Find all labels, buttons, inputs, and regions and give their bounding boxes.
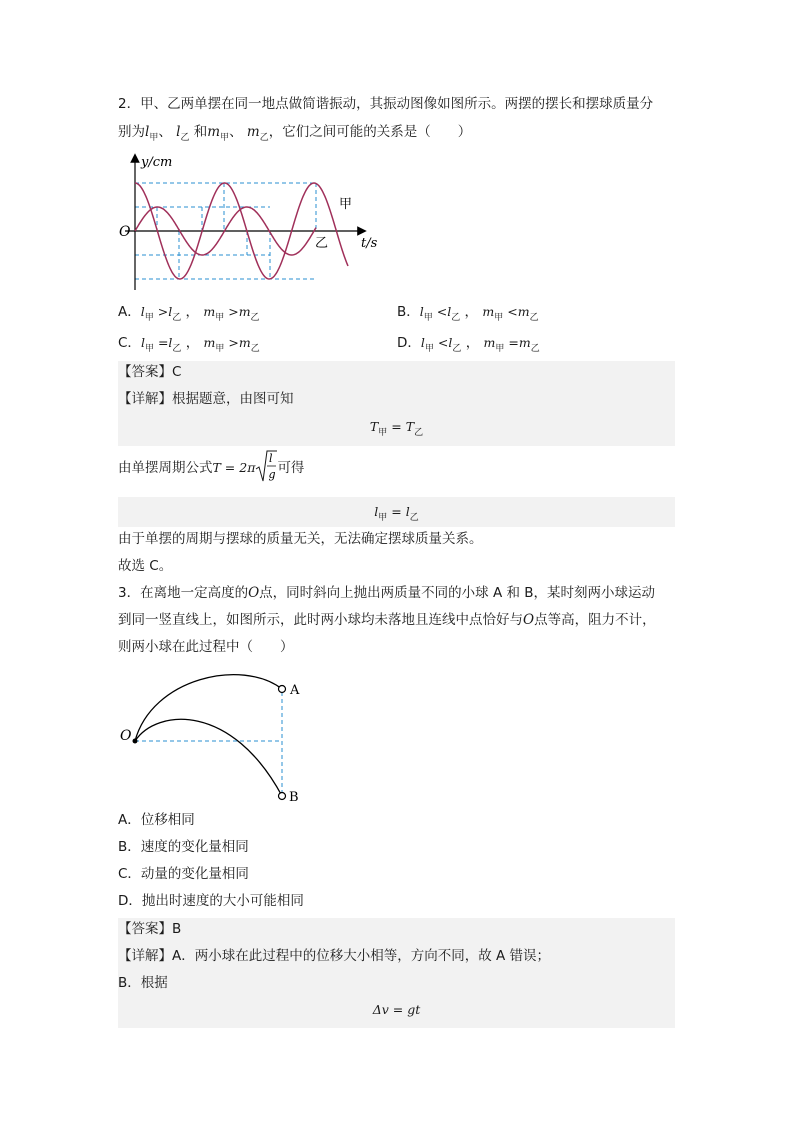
trajectory-b xyxy=(135,719,282,796)
sqrt-fraction xyxy=(255,452,277,481)
label-jia: 甲 xyxy=(339,197,353,212)
trajectory-a xyxy=(135,675,282,741)
q3-stem-line2: 到同一竖直线上，如图所示，此时两小球均未落地且连线中点恰好与O点等高，阻力不计， xyxy=(118,612,656,628)
q3-b-line: B．根据 xyxy=(118,975,168,991)
ball-a-label: A xyxy=(290,683,300,698)
projectile-figure xyxy=(112,668,312,808)
origin-label: O xyxy=(120,728,132,744)
ball-a xyxy=(279,686,286,693)
q2-option-c[interactable]: C．$l_甲 =l_乙$ ， $m_甲 >m_乙$ xyxy=(118,335,260,354)
q3-option-b[interactable]: B．速度的变化量相同 xyxy=(118,839,249,855)
q2-detail: 【详解】根据题意，由图可知 xyxy=(118,391,294,407)
q2-choose: 故选 C。 xyxy=(118,558,173,574)
q2-period-formula-line: 由单摆周期公式T = 2π l g 可得 xyxy=(118,452,305,481)
q3-answer: 【答案】B xyxy=(118,921,182,937)
q3-stem-line3: 则两小球在此过程中（ ） xyxy=(118,639,294,655)
ball-b xyxy=(279,793,286,800)
origin-label: O xyxy=(119,224,131,240)
q3-stem-line1: 3．在离地一定高度的O点，同时斜向上抛出两质量不同的小球 A 和 B，某时刻两小球运动 xyxy=(118,585,656,601)
q3-option-c[interactable]: C．动量的变化量相同 xyxy=(118,866,249,882)
q2-conclusion: 由于单摆的周期与摆球的质量无关，无法确定摆球质量关系。 xyxy=(118,531,483,547)
oscillation-graph xyxy=(110,150,380,295)
q2-stem-line1: 2．甲、乙两单摆在同一地点做简谐振动，其振动图像如图所示。两摆的摆长和摆球质量分 xyxy=(118,96,654,112)
q2-option-d[interactable]: D．$l_甲 <l_乙$ ， $m_甲 =m_乙$ xyxy=(397,335,540,354)
x-axis-label: t/s xyxy=(361,236,378,251)
q2-option-a[interactable]: A．$l_甲 >l_乙$ ， $m_甲 >m_乙$ xyxy=(118,304,260,323)
q2-stem-line2: 别为$l_甲$、 $l_乙$ 和$m_甲$、 $m_乙$，它们之间可能的关系是（ ） xyxy=(118,124,472,143)
ball-b-label: B xyxy=(289,790,299,805)
q3-detail: 【详解】A．两小球在此过程中的位移大小相等，方向不同，故 A 错误； xyxy=(118,948,551,964)
q3-option-d[interactable]: D．抛出时速度的大小可能相同 xyxy=(118,893,304,909)
launch-point xyxy=(133,739,138,744)
q2-formula-length-equal: $l_甲 = l_乙$ xyxy=(374,504,419,523)
q2-option-b[interactable]: B．$l_甲 <l_乙$ ， $m_甲 <m_乙$ xyxy=(397,304,539,323)
y-axis-label: y/cm xyxy=(141,155,173,170)
svg-text:l: l xyxy=(269,452,273,465)
svg-text:g: g xyxy=(268,468,276,481)
q2-formula-period-equal: $T_甲 = T_乙$ xyxy=(369,419,424,438)
label-yi: 乙 xyxy=(315,236,329,251)
q3-formula: Δv = gt xyxy=(372,1002,421,1017)
q3-option-a[interactable]: A．位移相同 xyxy=(118,812,195,828)
q2-answer: 【答案】C xyxy=(118,364,182,380)
